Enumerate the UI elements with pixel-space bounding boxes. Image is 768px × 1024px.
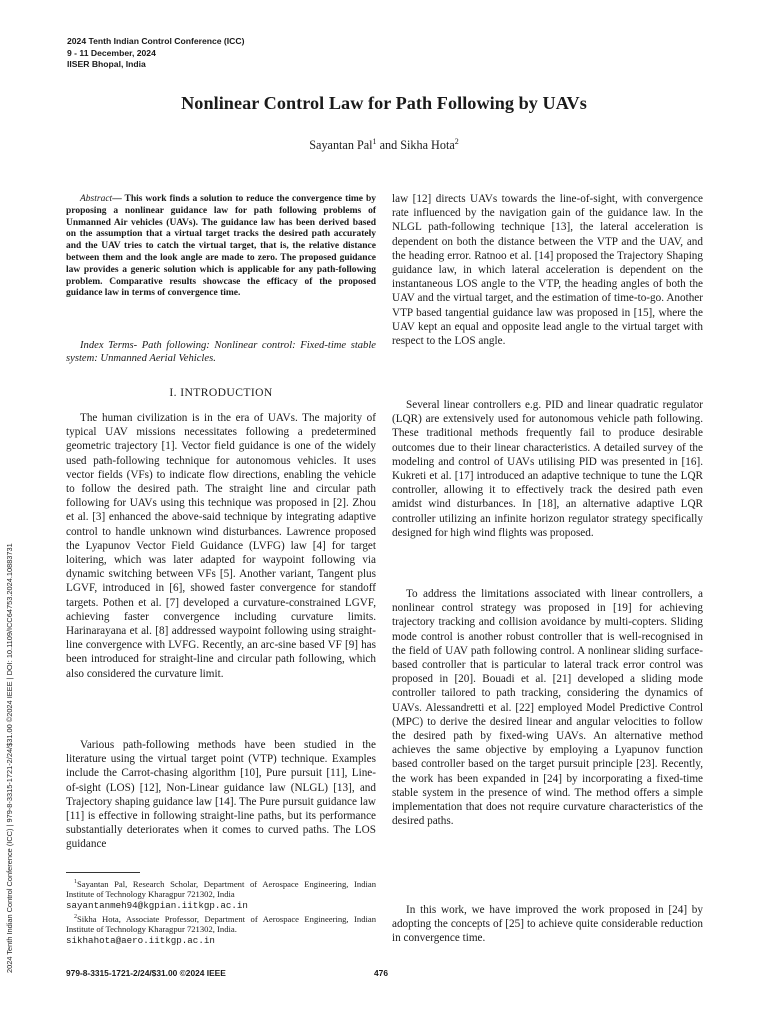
footnote-divider	[66, 872, 140, 873]
page-number: 476	[374, 968, 388, 978]
abstract	[66, 194, 376, 300]
author-name: Sayantan Pal	[309, 138, 373, 153]
conference-dates: 9 - 11 December, 2024	[67, 47, 156, 58]
author-affiliation-mark: 2	[454, 137, 459, 146]
conference-header	[67, 36, 244, 71]
section-heading: I. INTRODUCTION	[169, 386, 273, 399]
doi-side-stamp: 2024 Tenth Indian Control Conference (ICC) | 979-8-3315-1721-2/24/$31.00 ©2024 IEEE | DOI: 10.1109/ICC64753.2024.10883731	[5, 543, 14, 973]
footnote-mark: 1	[74, 879, 77, 885]
paper-title: Nonlinear Control Law for Path Following by UAVs	[181, 93, 587, 113]
intro-paragraph: Various path-following methods have been studied in the literature using the virtual target point (VTP) technique. Examples include the Carrot-chasing algorithm [10], Pure pursuit [11], Line-of-sight (LOS) [12], Non-Linear guidance law (NLGL) [13], and Trajectory shaping guidance law [14]. The Pure pursuit guidance law [11] is effective in following straight-line paths, but its performance substantially deteriorates when it comes to curved paths. The LOS guidance	[66, 739, 376, 851]
footnote	[66, 877, 376, 912]
author-line	[0, 137, 768, 153]
author-email[interactable]: sikhahota@aero.iitkgp.ac.in	[66, 934, 215, 946]
footer-identifier: 979-8-3315-1721-2/24/$31.00 ©2024 IEEE	[66, 968, 226, 978]
body-paragraph: To address the limitations associated with linear controllers, a nonlinear control strategy was proposed in [19] for achieving trajectory tracking and collision avoidance by multi-copters. Sliding mode control is another robust controller that is well-recognised in the field of UAV path following control. A nonlinear sliding surface-based controller that is particular to lateral track error control was proposed in [20]. Bouadi et al. [21] developed a sliding mode controller tailored to path tracking, considering the dynamics of UAVs. Alessandretti et al. [22] employed Model Predictive Control (MPC) to derive the desired linear and angular velocities to follow the desired path by fixed-wing UAVs. An alternative method achieves the same objective by employing a Lyapunov function based controller based on the target pursuit principle [23]. Recently, the work has been expanded in [24] by incorporating a fixed-time stable system in the presence of wind. The method offers a simple implementation that does not require curvature characteristics of the desired paths.	[392, 588, 703, 828]
footnotes	[66, 877, 376, 946]
author-name: Sikha Hota	[400, 138, 455, 153]
body-paragraph: Several linear controllers e.g. PID and linear quadratic regulator (LQR) are extensively used for autonomous vehicle path following. These traditional methods frequently fail to produce desirable outcomes due to their linear characteristics. A detailed survey of the modeling and control of UAVs utilising PID was presented in [16]. Kukreti et al. [17] introduced an adaptive technique to tune the LQR controller, allowing it to effectively track the desired path even amidst wind disturbances. In [18], an alternative adaptive LQR controller utilizing an infinite horizon regulator strategy specifically designed for high wind flights was proposed.	[392, 399, 703, 539]
footnote-text: Sikha Hota, Associate Professor, Department of Aerospace Engineering, Indian Institute of Technology Kharagpur 721302, India.	[66, 913, 376, 935]
abstract-label: Abstract	[80, 194, 113, 204]
footnote-text: Sayantan Pal, Research Scholar, Department of Aerospace Engineering, Indian Institute of Technology Kharagpur 721302, India	[66, 878, 376, 900]
footnote-mark: 2	[74, 913, 77, 920]
intro-paragraph: The human civilization is in the era of UAVs. The majority of typical UAV missions necessitates following a predetermined geometric trajectory [1]. Vector field guidance is one of the widely used path-following technique for autonomous vehicles. It uses vector fields (VFs) to indicate flow directions, enabling the vehicle to follow the desired path. The straight line and circular path following for UAVs using this technique was proposed in [2]. Zhou et al. [3] enhanced the above-said technique by integrating adaptive control to handle unknown wind disturbances. Lawrence proposed the Lyapunov Vector Field Guidance (LVFG) law [4] for target loitering, which was later adapted for waypoint following via dynamic switching between VFs [5]. Another variant, Tangent plus LGVF, introduced in [6], showed faster convergence for standoff targets. Pothen et al. [7] developed a curvature-constrained LGVF, achieving faster convergence including curvature limits. Harinarayana et al. [8] addressed waypoint following using straight-line convergence with LVFG. Recently, an arc-sine based VF [9] has been introduced for straight-line and circular path following, which also considered the curvature limit.	[66, 412, 376, 680]
index-terms: Index Terms- Path following: Nonlinear control: Fixed-time stable system: Unmanned Aerial Vehicles.	[66, 340, 376, 365]
footnote	[66, 912, 376, 947]
author-joiner: and	[379, 138, 398, 153]
conference-name: 2024 Tenth Indian Control Conference (ICC)	[67, 36, 245, 46]
body-paragraph: In this work, we have improved the work proposed in [24] by adopting the concepts of [25] to achieve quite considerable reduction in convergence time.	[392, 904, 703, 945]
conference-venue: IISER Bhopal, India	[67, 59, 146, 70]
author-affiliation-mark: 1	[372, 137, 377, 146]
author-email[interactable]: sayantanmeh94@kgpian.iitkgp.ac.in	[66, 900, 248, 912]
body-paragraph: law [12] directs UAVs towards the line-of-sight, with convergence rate influenced by the navigation gain of the guidance law. In the NLGL path-following technique [13], the lateral acceleration is dependent on both the distance between the VTP and the UAV, and the heading error. Ratnoo et al. [14] proposed the Trajectory Shaping guidance law, in which lateral acceleration is dependent on the instantaneous LOS angle to the VTP, the heading angles of both the UAV and the virtual target, and the estimation of time-to-go. Another VTP based tangential guidance law was proposed in [15], where the UAV kept an equal and opposite lead angle to the virtual target with respect to the LOS angle.	[392, 193, 703, 348]
abstract-text: — This work finds a solution to reduce the convergence time by proposing a nonlinear guidance law for path following problems of Unmanned Air vehicles (UAVs). The guidance law has been derived based on the assumption that a virtual target tracks the desired path accurately and the UAV tries to catch the virtual target, that is, the relative distance between them and the look angle are made to zero. The proposed guidance law provides a generic solution which is applicable for any path-following problem. Comparative results showcase the efficacy of the proposed guidance law in terms of convergence time.	[66, 194, 376, 299]
